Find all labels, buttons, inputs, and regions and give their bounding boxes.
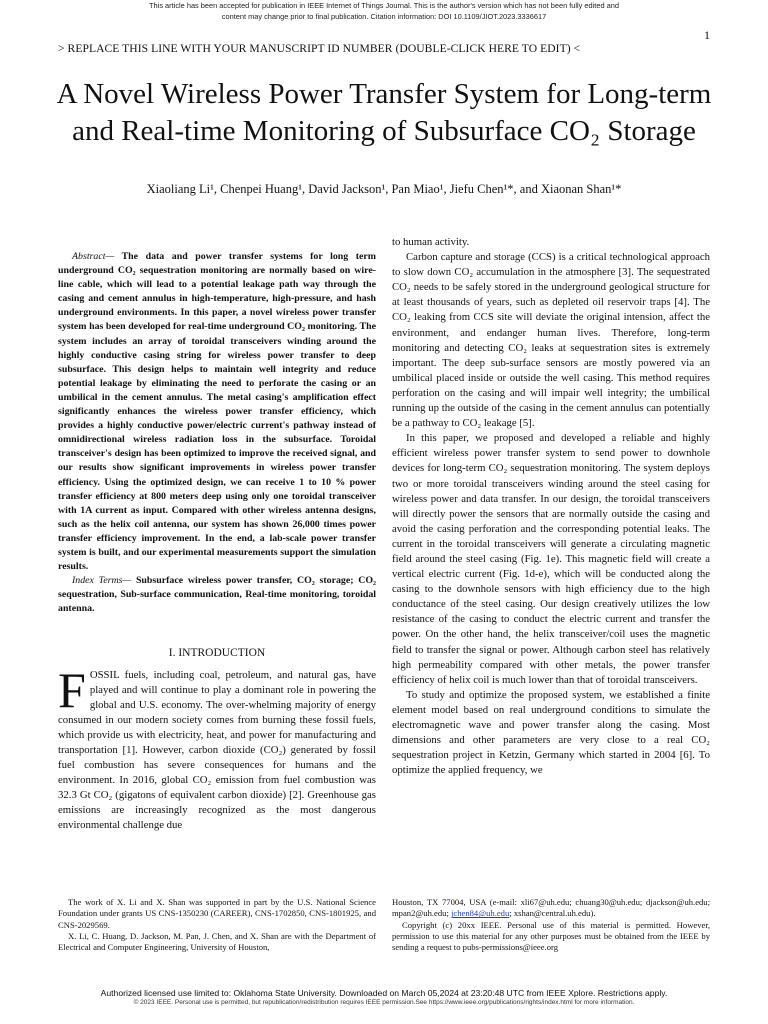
index-terms: [58, 574, 376, 616]
abstract-text: The data and power transfer systems for long term underground CO₂ sequestration monitoring are normally based on wire-line cable, which will lead to a potential leakage path way through the casing and cement annulus in high-temperature, high-pressure, and hash underground environments. In this paper, a novel wireless power transfer system has been developed for real-time underground CO₂ monitoring. The system includes an array of toroidal transceivers winding around the highly conductive casing string for wireless power transfer to deep subsurface. This design helps to maintain well integrity and reduce potential leakage by eliminating the need to perforate the casing or an umbilical in the cement annulus. The metal casing's amplification effect significantly enhances the wireless power transfer efficiency, which provides a highly conductive power/electric current's pathway instead of omnidirectional wireless radiation loss in the subsurface. Toroidal transceiver's design has been optimized to improve the received signal, and our results show significant improvements in wireless power transfer efficiency. Using the optimized design, we can receive 1 to 10 % power transfer efficiency at 800 meters deep using only one toroidal transceiver with 1A current as input. Compared with other wireless antenna designs, such as the helix coil antenna, our system has shown 26,000 times power transfer efficiency improvement. In the end, a lab-scale power transfer system is built, and our experimental measurements support the simulation results.: [58, 251, 376, 573]
left-column: [58, 250, 376, 834]
notice-line-2: content may change prior to final publication. Citation information: DOI 10.1109/JIOT.2023.3336617: [221, 12, 547, 21]
section-heading: I. INTRODUCTION: [168, 647, 266, 660]
copyright-note: Copyright (c) 20xx IEEE. Personal use of this material is permitted. However, permission to use this material for any other purposes must be obtained from the IEEE by sending a request to pubs-permissions@ieee.org: [392, 919, 710, 953]
index-terms-text: Subsurface wireless power transfer, CO₂ storage; CO₂ sequestration, Sub-surface communication, Real-time monitoring, toroidal antenna.: [58, 575, 376, 615]
funding-note: The work of X. Li and X. Shan was supported in part by the U.S. National Science Foundation under grants US CNS-1350230 (CAREER), CNS-1702850, CNS-1801925, and CNS-2029569.: [58, 897, 376, 930]
notice-line-1: This article has been accepted for publication in IEEE Internet of Things Journal. This is the author's version which has not been fully edited and: [149, 1, 619, 10]
index-terms-label: Index Terms—: [72, 575, 132, 587]
email-text-b: ; xshan@central.uh.edu).: [509, 908, 596, 919]
abstract: [58, 250, 376, 574]
author-list: Xiaoliang Li¹, Chenpei Huang¹, David Jackson¹, Pan Miao¹, Jiefu Chen¹*, and Xiaonan Shan¹*: [146, 182, 622, 196]
paper-title: A Novel Wireless Power Transfer System for Long-term and Real-time Monitoring of Subsurface CO₂ Storage: [56, 78, 712, 147]
abstract-label: Abstract—: [72, 251, 115, 262]
manuscript-id-placeholder[interactable]: > REPLACE THIS LINE WITH YOUR MANUSCRIPT ID NUMBER (DOUBLE-CLICK HERE TO EDIT) <: [58, 42, 581, 55]
right-column: [392, 235, 710, 778]
email-text-a: Houston, TX 77004, USA (e-mail: xli67@uh.edu; chuang30@uh.edu; djackson@uh.edu; mpan2@uh.edu;: [392, 897, 710, 919]
authorized-use-line: Authorized licensed use limited to: Oklahoma State University. Downloaded on March 05,2024 at 23:20:48 UTC from IEEE Xplore. Restrictions apply.: [100, 988, 668, 998]
ieee-copyright-line: © 2023 IEEE. Personal use is permitted, but republication/redistribution requires IEEE permission.See https://www.ieee.org/publications/rights/index.html for more information.: [133, 999, 635, 1006]
footnote-left: [58, 897, 376, 953]
email-note: [392, 897, 710, 920]
publication-notice: [0, 0, 768, 22]
intro-text: OSSIL fuels, including coal, petroleum, and natural gas, have played and will continue to play a dominant role in powering the global and U.S. economy. The over-whelming majority of energy consumed in our modern society comes from burning these fossil fuels, which provide us with electricity, heat, and power for manufacturing and transportation [1]. However, carbon dioxide (CO₂) generated by fossil fuel combustion has severe consequences for humans and the environment. In 2016, global CO₂ emission from fuel combustion was 32.3 Gt CO₂ (gigatons of equivalent carbon dioxide) [2]. Greenhouse gas emissions are increasingly recognized as the most dangerous environmental challenge due: [58, 668, 376, 832]
intro-paragraph: [58, 661, 376, 834]
paragraph-proposal: In this paper, we proposed and developed a reliable and highly efficient wireless power transfer system to send power to downhole devices for long-term CO₂ sequestration monitoring. The system deploys two or more toroidal transceivers winding around the steel casing for wireless power and data transfer. In our design, the toroidal transceivers will directly power the sensors that are normally outside the casing and avoid the casing perforation and the corresponding potential leaks. The current in the toroidal transceivers will generate a circulating magnetic field around the steel casing (Fig. 1e). This magnetic field will create a vertical electric current (Fig. 1d-e), which will be conducted along the casing to the downhole sensors with high efficiency due to the high conductance of the steel casing. Our design creatively utilizes the low resistance of the casing to conduct the electric current and transfer the power. On the other hand, the helix transceiver/coil uses the magnetic field to transfer the signal or power. Although carbon steel has relatively high permeability compared with other metals, the power transfer efficiency of helix coil is much lower than that of toroidal transceivers.: [392, 432, 710, 686]
continued-text: to human activity.: [392, 236, 470, 248]
email-link[interactable]: jchen84@uh.edu: [451, 908, 510, 919]
paragraph-study: To study and optimize the proposed system, we established a finite element model based on real underground conditions to simulate the electromagnetic wave and power transfer along the casing. Most dimensions and other parameters are very close to a real CO₂ sequestration project in Ketzin, Germany which started in 2004 [6]. To optimize the applied frequency, we: [392, 688, 710, 777]
footnote-right: [392, 897, 710, 953]
drop-cap: F: [58, 661, 86, 718]
paragraph-ccs: Carbon capture and storage (CCS) is a critical technological approach to slow down CO₂ accumulation in the atmosphere [3]. The sequestrated CO₂ needs to be safely stored in the underground geological structure for at least thousands of years, such as depleted oil reservoir traps [4]. The CO₂ leaking from CCS site will deviate the original intension, affect the environment, and endanger human lives. Therefore, long-term monitoring and detecting CO₂ leaks at sequestration sites is extremely important. The deep sub-surface sensors are mostly powered via an umbilical placed inside or outside the well casing. This method requires perforation on the casing and will impair well integrity; the umbilical running up the outside of the casing in the cement annulus can potentially be a pathway to CO₂ leakage [5].: [392, 251, 710, 430]
affiliation-note: X. Li, C. Huang, D. Jackson, M. Pan, J. Chen, and X. Shan are with the Department of Electrical and Computer Engineering, University of Houston,: [58, 930, 376, 953]
page-number: 1: [704, 28, 710, 42]
